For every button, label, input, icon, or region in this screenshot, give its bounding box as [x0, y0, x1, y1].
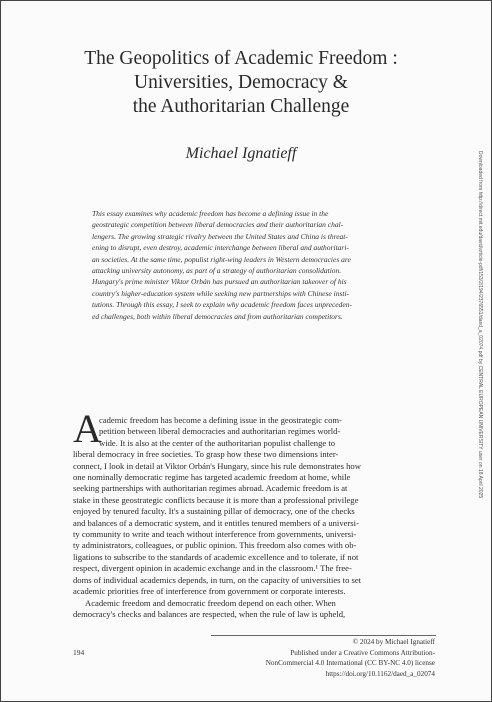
body-line: doms of individual academics depends, in turn, on the capacity of universities to set [73, 574, 362, 585]
author-name: Michael Ignatieff [185, 145, 297, 162]
body-line: one nominally democratic regime has targeted academic freedom at home, while [73, 472, 351, 483]
body-line: seeking partnerships with authoritarian regimes abroad. Academic freedom is at [73, 483, 348, 494]
license-line: © 2024 by Michael Ignatieff [352, 638, 435, 646]
abstract-line: attacking university autonomy, as part of a strategy of authoritarian consolidation. [92, 266, 342, 276]
title-line: Universities, Democracy & [134, 72, 348, 93]
abstract [92, 208, 446, 322]
license-line: NonCommercial 4.0 International (CC BY-NC 4.0) license [265, 659, 435, 668]
abstract-line: This essay examines why academic freedom has become a defining issue in the [92, 209, 329, 218]
body-line: liberal democracy in free societies. To grasp how these two dimensions inter- [73, 449, 339, 460]
title-line: the Authoritarian Challenge [132, 96, 350, 117]
title-line: The Geopolitics of Academic Freedom : [84, 48, 398, 69]
body-line: Academic freedom and democratic freedom depend on each other. When [85, 597, 336, 608]
page-number: 194 [73, 648, 85, 657]
body-line: ty community to write and teach without interference from governments, universi- [73, 529, 357, 540]
body-line: ty administrators, colleagues, or public opinion. This freedom also comes with ob- [73, 540, 357, 551]
article-title [41, 47, 441, 119]
body-text [73, 415, 433, 620]
body-line: connect, I look in detail at Viktor Orbán's Hungary, since his rule demonstrates how [73, 460, 361, 471]
download-note [476, 151, 483, 521]
abstract-line: an societies. At the same time, populist right-wing leaders in Western democracies are [92, 254, 351, 264]
body-line: and balances of a democratic system, and it entitles tenured members of a universi- [73, 517, 359, 528]
abstract-line: ening to disrupt, even destroy, academic interchange between liberal and authoritari- [92, 243, 349, 253]
abstract-line: Hungary's prime minister Viktor Orbán has pursued an authoritarian takeover of his [92, 277, 347, 287]
license-block [201, 637, 435, 679]
body-line: democracy's checks and balances are respected, when the rule of law is upheld, [73, 608, 346, 619]
footer-rule [211, 635, 436, 636]
abstract-line: ed challenges, both within liberal democracies and from authoritarian competitors. [92, 311, 343, 321]
abstract-line: country's higher-education system while seeking new partnerships with Chinese insti- [92, 288, 350, 298]
body-line: respect, divergent opinion in academic exchange and in the classroom.¹ The free- [73, 563, 352, 574]
body-line: ligations to subscribe to the standards of academic excellence and to tolerate, if not [73, 551, 359, 562]
license-line: Published under a Creative Commons Attribution- [290, 648, 435, 657]
body-line: wide. It is also at the center of the authoritarian populist challenge to [99, 437, 336, 448]
abstract-line: lengers. The growing strategic rivalry between the United States and China is threat- [92, 231, 348, 241]
body-line: enjoyed by tenured faculty. It's a sustaining pillar of democracy, one of the checks [73, 506, 355, 517]
body-line: academic priorities free of interference from government or corporate interests. [73, 586, 346, 597]
abstract-line: geostrategic competition between liberal democracies and their authoritarian chal- [92, 220, 344, 230]
body-line: cademic freedom has become a defining issue in the geostrategic com- [99, 415, 342, 425]
abstract-line: tutions. Through this essay, I seek to explain why academic freedom faces unpreceden- [92, 300, 352, 310]
body-line: stake in these geostrategic conflicts because it is more than a professional privilege [73, 494, 359, 505]
drop-cap: A [73, 406, 102, 451]
doi-link[interactable]: https://doi.org/10.1162/daed_a_02074 [325, 669, 435, 678]
body-line: petition between liberal democracies and authoritarian regimes world- [99, 426, 341, 437]
download-note-text: Downloaded from http://direct.mit.edu/daed/article-pdf/153/2/194/2376551/daed_a_02074.pdf by CENTRAL EUROPEAN UNIVERSITY user on 18 April 2025 [477, 151, 483, 499]
